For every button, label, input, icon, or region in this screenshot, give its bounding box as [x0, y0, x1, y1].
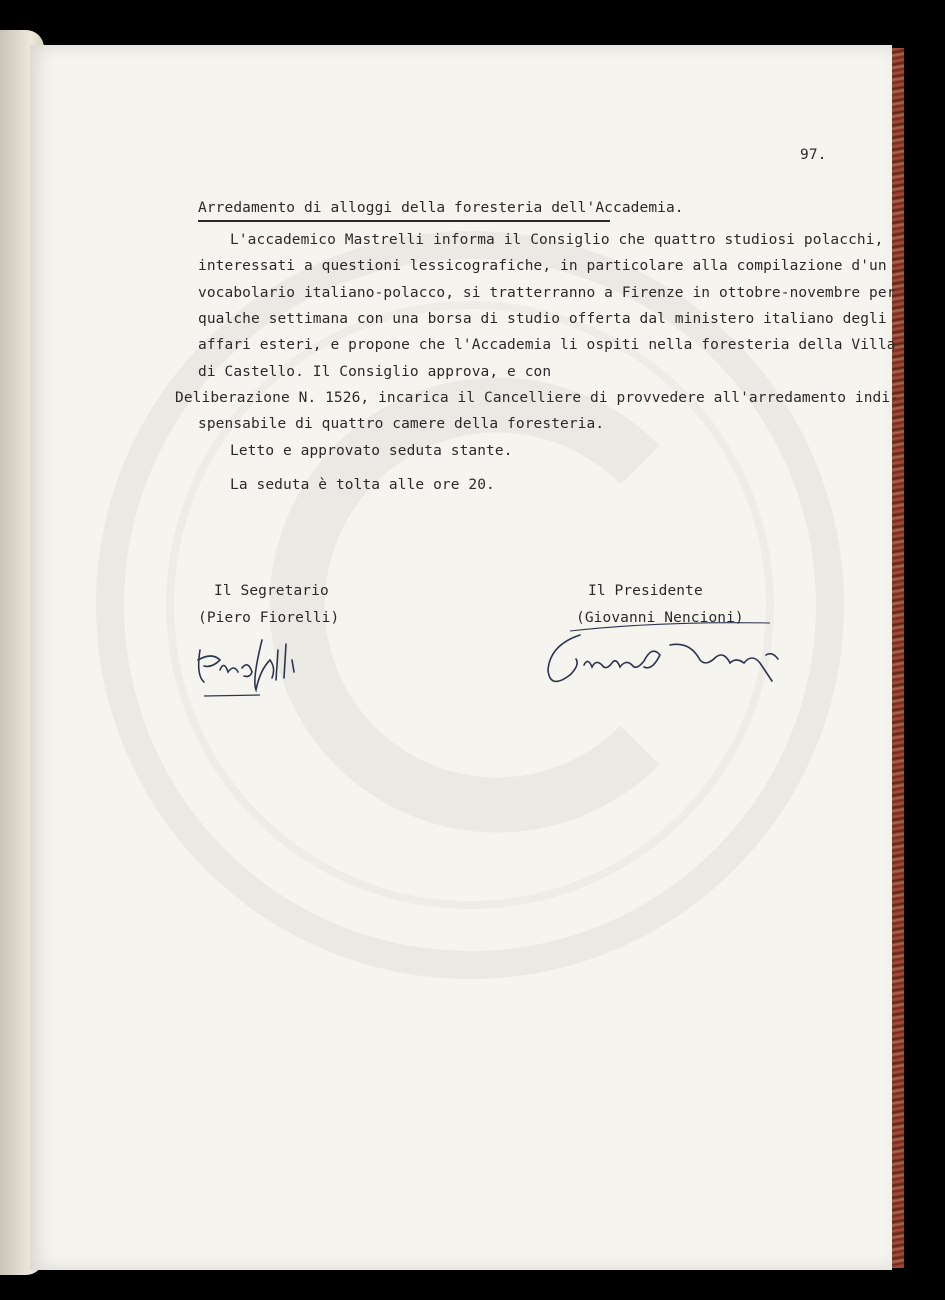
approval-statement: Letto e approvato seduta stante.: [230, 443, 513, 459]
secretary-signature: [190, 620, 310, 710]
page-number: 97.: [800, 147, 827, 163]
resolution-line: spensabile di quattro camere della foresteria.: [198, 416, 605, 432]
body-line: affari esteri, e propone che l'Accademia li ospiti nella foresteria della Villa: [198, 337, 896, 353]
body-line: L'accademico Mastrelli informa il Consiglio che quattro studiosi polacchi,: [230, 232, 884, 248]
body-line: di Castello. Il Consiglio approva, e con: [198, 364, 552, 380]
adjournment-statement: La seduta è tolta alle ore 20.: [230, 477, 495, 493]
president-title: Il Presidente: [588, 583, 703, 599]
resolution-line: Deliberazione N. 1526, incarica il Cancelliere di provvedere all'arredamento indi-: [175, 390, 900, 406]
section-heading: Arredamento di alloggi della foresteria dell'Accademia.: [198, 200, 684, 216]
president-name: (Giovanni Nencioni): [576, 610, 744, 626]
president-signature: [540, 615, 790, 700]
body-line: vocabolario italiano-polacco, si tratterranno a Firenze in ottobre-novembre per: [198, 285, 896, 301]
secretary-name: (Piero Fiorelli): [198, 610, 340, 626]
body-line: interessati a questioni lessicografiche, in particolare alla compilazione d'un: [198, 258, 887, 274]
secretary-title: Il Segretario: [214, 583, 329, 599]
body-line: qualche settimana con una borsa di studio offerta dal ministero italiano degli: [198, 311, 887, 327]
heading-underline: [198, 220, 610, 222]
